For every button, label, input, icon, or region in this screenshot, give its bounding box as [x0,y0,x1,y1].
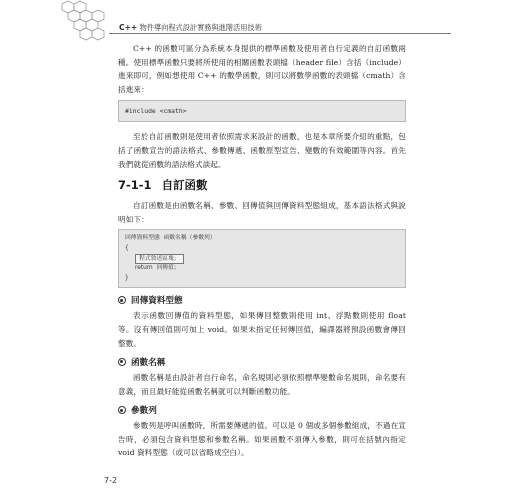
running-header [119,23,262,33]
header-cpp: C++ [119,23,138,32]
header-book-title: 物件導向程式設計實務與進階活用技術 [137,23,262,32]
item-text-function-name: 函數名稱是由設計者自行命名，命名規則必須依照標準變數命名規則，命名要有意義，而且最好能從函數名稱就可以判斷函數功能。 [118,373,406,396]
page-content [118,42,406,460]
item-heading-function-name [118,356,406,368]
syntax-line-1: 回傳資料型態 函數名稱（參數列） [125,235,216,242]
item-heading-return-type [118,294,406,306]
section-number: 7-1-1 [118,178,152,193]
bullet-circle-icon [118,406,126,414]
include-code-line: #include <cmath> [125,107,187,116]
syntax-line-4: return 回傳值； [135,265,180,272]
section-title: 自訂函數 [161,178,208,193]
item-text-parameters: 參數列是呼叫函數時，所需要傳遞的值。可以是 0 個或多個參數組成，不過在宣告時，必須包含資料型態和參數名稱。如果函數不須傳入參數，則可在括號內指定 void 資料型態（或可以省略成空白）。 [118,421,406,458]
bullet-circle-icon [118,358,126,366]
item-heading-text: 函數名稱 [131,358,166,369]
item-heading-text: 回傳資料型態 [131,296,183,307]
intro-paragraph-2: 至於自訂函數則是使用者依照需求來設計的函數，也是本章所要介紹的重點，包括了函數宣告的語法格式、參數傳遞、函數原型宣告、變數的有效範圍等內容。首先我們就從函數的語法格式談起。 [118,132,406,169]
item-heading-text: 參數列 [131,406,157,417]
item-heading-parameters [118,404,406,416]
syntax-box [118,229,406,288]
include-code-box [118,100,406,122]
intro-paragraph-1: C++ 的函數可區分為系統本身提供的標準函數及使用者自行定義的自訂函數兩種。使用標準函數只要將所使用的相關函數表頭檔（header file）含括（include）進來即可，例如想使用 C++ 的數學函數，則可以將數學函數的表頭檔（cmath）含括進來： [118,44,406,94]
syntax-line-2: { [125,244,129,251]
header-rule [109,33,451,34]
syntax-line-3: 程式敘述區塊； [135,254,184,264]
section-paragraph: 自訂函數是由函數名稱、參數、回傳值與回傳資料型態組成，基本語法格式與說明如下： [118,201,406,224]
section-heading [118,177,406,193]
page-number: 7-2 [104,476,118,485]
item-text-return-type: 表示函數回傳值的資料型態，如果傳回整數則使用 int、浮點數則使用 float 等。沒有傳回值則可加上 void。如果未指定任何傳回值，編譯器將預設函數會傳回整數。 [118,311,406,348]
syntax-line-5: } [125,274,129,281]
bullet-circle-icon [118,296,126,304]
hexagon-logo-icon [52,0,112,44]
